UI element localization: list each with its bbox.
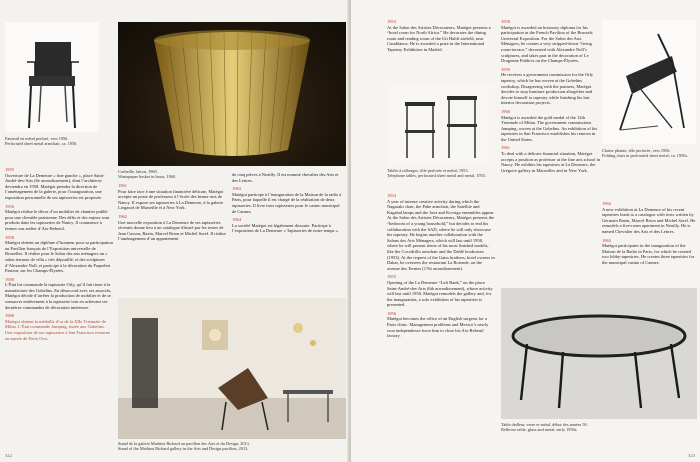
timeline-entry: At the Salon des Artistes Décorateurs, Matégot presents a “hotel room for North Africa.” He decorates the dining room and reading room of the Uti Halifi airfield, near Casablanca. He is awarded a prize in the International Tapestry Exhibition in Madrid.	[387, 24, 491, 52]
timeline-year: 1955	[5, 167, 14, 172]
timeline-year: 1956	[387, 310, 396, 316]
tables-caption: Tables à rallonges, tôle perforée et métal, 1953. Telephone tables, perforated sheet metal and metal, 1953.	[387, 168, 486, 179]
folding-chair-caption: Chaise pliante, tôle perforée, vers 1956. Folding chair in perforated sheet metal, ca. 1950s.	[602, 148, 689, 159]
timeline-year: 1961	[501, 145, 510, 151]
timeline-year: 1960	[5, 313, 14, 319]
basket-photo	[118, 22, 346, 166]
timeline-year: 1959	[501, 66, 510, 72]
timeline-entry: Matégot réalise le décor d’un mobilier de chantier publié pour une clientèle parisienne. Des défis et des enjeux sont produits dans les tapisseries de Nancy. Il commence à fermer son atelier d’Aix-Rebeuil.	[5, 209, 110, 231]
timeline-entry: Matégot obtient la médaille d’or de la XIIe Triennale de Milan. L’État commande Jumping, tissée aux Gobelins. Une exposition de ses tapisseries à San Francisco retourne au musée de Porto Orsi.	[5, 318, 110, 341]
basket-caption: Corbeille, laiton, 1960. Wastepaper basket in brass, 1960.	[118, 169, 177, 180]
timeline-year: 1963	[232, 186, 241, 192]
timeline-entry: de cinq pièces à Neuilly. Il est nommé chevalier des Arts et des Lettres.	[232, 172, 339, 183]
timeline-year: 1964	[232, 217, 241, 223]
timeline-entry: Matégot participe à l’inauguration de la Maison de la radio à Paris, pour laquelle il est chargé de la réalisation de deux tapisseries. Il livre trois tapisseries pour le casino municipal de Cannes.	[232, 191, 342, 214]
timeline-entry: Une nouvelle exposition à La Demeure de ses tapisseries récentes donne lieu à un catalogue illustré par les textes de Jean Cassou, Bazin, Marcel Brion et Michel Sorel. Il réalise l’aménagement d’un appartement	[118, 219, 226, 242]
timeline-entry: Matégot becomes the office of an English surgeon for a Paris clinic. Management problems and Mexico’s newly won independence force him to close his Aix-Rebeuil factory.	[387, 316, 489, 339]
timeline-entry: Opening of the La Demeure “Left Bank,” on the place Saint-André-des-Arts (6th arrondissement), whose activity will last until 1958. Matégot remodels the gallery and, for the inauguration, a solo exhibition of his tapestries is presented.	[387, 279, 493, 308]
timeline-entry: Ouverture de La Demeure « fine gauche », place Saint-André-des-Arts (6e arrondissement), dont l’architecte deviendra en 1958. Matégot prendra la direction de l’aménagement de la galerie, pour l’inauguration, une exposition personnelle de ses tapisseries est proposée.	[5, 172, 105, 200]
left-column-2	[118, 180, 226, 242]
timeline-year: 1958	[5, 234, 14, 240]
timeline-entry: A new exhibition at La Demeure of his recent tapestries leads to a catalogue with texts written by Germain Bazin, Marcel Brion and Michel Sorel. He remodels a five-room apartment in Neuilly. He is named Chevalier des Arts et des Lettres.	[602, 206, 696, 234]
timeline-entry: L’État lui commande la tapisserie Orly, qu’il fait tisser à la manufacture des Gobelins. En désaccord avec ses associés, Matégot décide d’arrêter la production de mobilier et de se consacrer entièrement à la tapisserie tout en achevant ses dernières commandes de décoration intérieure.	[5, 282, 112, 310]
gallery-caption: Stand de la galerie Mathieu Richard au pavillon des Arts et du Design, 2013. Stand of the Mathieu Richard gallery in the Arts and Design pavilion, 2013.	[118, 441, 250, 452]
timeline-year: 1955	[387, 274, 396, 280]
left-page	[0, 0, 349, 462]
left-column-1	[5, 164, 113, 341]
folding-chair-photo	[602, 20, 696, 144]
timeline-year: 1963	[602, 237, 611, 243]
right-column-3	[602, 198, 698, 266]
timeline-entry: Pour faire face à une situation financière délicate, Matégot accepte un poste de professeur à l’école des beaux-arts de Nancy. Il expose ses tapisseries à La Demeure, à la galerie Liegaurd de Marseille et à New York.	[118, 188, 224, 211]
telephone-tables-photo	[387, 84, 495, 166]
right-column-2	[501, 16, 601, 173]
timeline-entry: La société Matégot est légalement dissoute. Participe à l’exposition de La Demeure « Tapisseries de notre temps ».	[232, 222, 339, 234]
armchair-photo	[5, 22, 99, 132]
timeline-entry: He receives a government commission for the Orly tapestry, which he has woven at the Gobelins workshop. Disagreeing with the partners, Matégot decides to stop furniture production altogether and devote himself to tapestry while finishing his last interior decoration projects.	[501, 72, 594, 106]
low-table-photo	[501, 288, 697, 419]
timeline-entry: Matégot is awarded an honorary diploma for his participation in the French Pavilion of the Brussels Universal Exposition. For the Salon des Arts Ménagers, he creates a very stripped-down “living room-terrace,” decorated with Alexandre Noll’s sculptures, and takes part in the decoration of Le Dragonne Publicis on the Champs-Élysées.	[501, 24, 593, 64]
gallery-stand-photo	[118, 298, 346, 439]
timeline-year: 1962	[602, 201, 611, 206]
page-number-right: 323	[688, 453, 695, 458]
timeline-year: 1958	[501, 19, 510, 24]
timeline-entry: Matégot is awarded the gold medal of the 12th Triennale of Milan. The government commissions Jumping, woven at the Gobelins. An exhibition of his tapestries in San Francisco establishes his renown in the United States.	[501, 114, 598, 142]
timeline-year: 1953	[387, 19, 396, 24]
page-number-left: 322	[5, 453, 12, 458]
timeline-year: 1960	[501, 108, 510, 114]
timeline-entry: A year of intense creative activity during which the Nagasaki chair, the Pahe armchair, the Satellite and Kagabal lamps and the Java and Kovirga ensembles appear. At the Salon des Artistes Décorateurs, Matégot presents the “bedroom of a young household,” but decides to end his collaboration with the SAD, where he will only showcase his tapestry. He begins another collaboration with the Salons des Arts Ménagers, which will last until 1958, where he will present items of his most finished models, like the Cocodrillo armchair and the Dahlé bookcases (1953). At the request of the Gaiss brothers, hotel owners in Dakar, he oversees the restaurant La Rotonde, on the avenue des Termes (17th arrondissement).	[387, 198, 495, 271]
right-page	[351, 0, 700, 462]
timeline-year: 1954	[387, 193, 396, 198]
right-column-1	[387, 16, 495, 53]
timeline-entry: Matégot obtient un diplôme d’honneur pour sa participation au Pavillon français de l’Exposition universelle de Bruxelles. Il réalise pour le Salon des arts ménagers un « salon terrasse de villa » très dépouillé, et des sculptures d’Alexandre Noll, et participe à la décoration du Paquebot Pasteur, sur les Champs-Élysées.	[5, 240, 113, 274]
timeline-year: 1956	[5, 203, 14, 209]
armchair-caption: Fauteuil en métal perforé, vers 1956. Perforated sheet metal armchair, ca. 1956.	[5, 136, 78, 147]
timeline-entry: Matégot participates in the inauguration of the Maison de la Radio in Paris, for which he created two lobby-tapestries. He creates three tapestries for the municipal casino of Cannes.	[602, 243, 695, 265]
timeline-year: 1961	[118, 183, 127, 188]
low-table-caption: Table dedleur, verre et métal, début des années 50. Bellevue table, glass and metal, early 1950s.	[501, 422, 588, 433]
right-column-1-continued	[387, 190, 495, 339]
left-column-3	[232, 172, 342, 234]
timeline-year: 1962	[118, 213, 127, 219]
timeline-year: 1959	[5, 276, 14, 282]
timeline-entry: To deal with a delicate financial situation, Matégot accepts a position as professor at the fine arts school in Nancy. He exhibits his tapestries at La Demeure, the Grégoire gallery in Marseilles and in New York.	[501, 151, 600, 173]
